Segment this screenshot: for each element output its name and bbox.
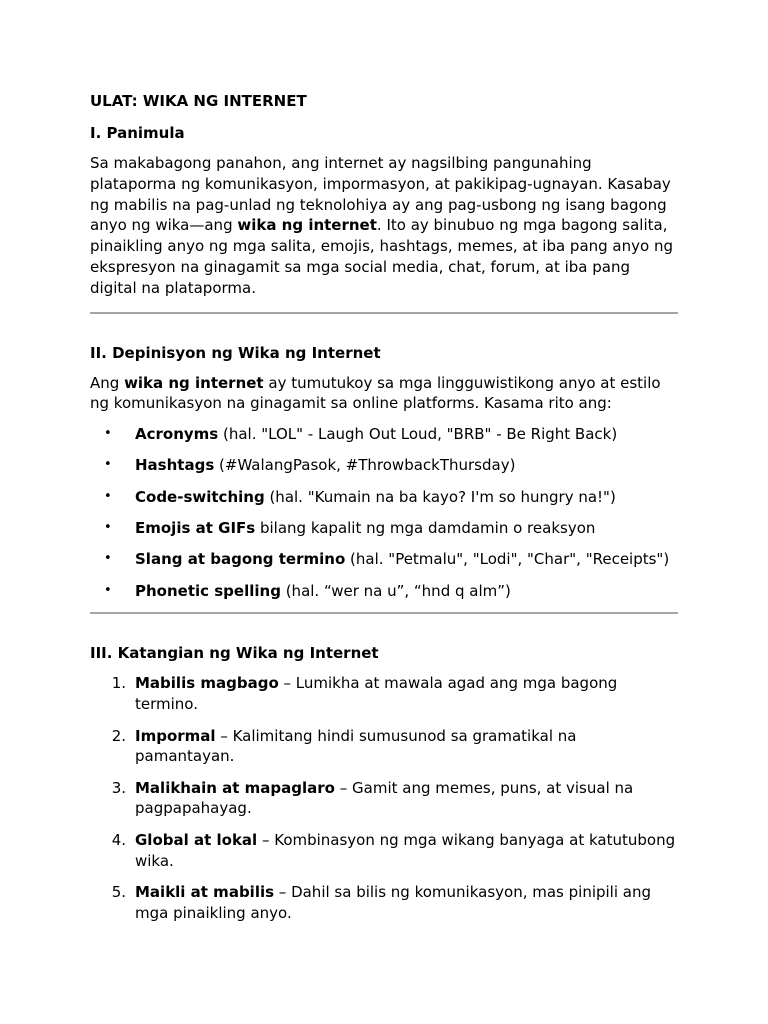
- panimula-text-after: . Ito ay binubuo ng mga bagong salita, pinaikling anyo ng mga salita, emojis, hashtags, memes, at iba pang anyo ng ekspresyon na ginagamit sa mga social media, chat, forum, at iba pang digital na plataporma.: [90, 216, 673, 297]
- numbered-list: [90, 673, 678, 923]
- bullet-term: Code-switching: [135, 487, 265, 506]
- item-number: 5.: [111, 882, 126, 901]
- bullet-item: [90, 581, 678, 602]
- bullet-marker: •: [104, 488, 112, 504]
- bullet-description: (hal. “wer na u”, “hnd q alm”): [280, 581, 511, 600]
- depinisyon-text-before: Ang: [90, 373, 125, 392]
- characteristic-term: Maikli at mabilis: [135, 882, 275, 901]
- characteristic-description: – Kalimitang hindi sumusunod sa gramatikal na pamantayan.: [135, 726, 577, 766]
- section-divider: [90, 612, 678, 614]
- bullet-description: (#WalangPasok, #ThrowbackThursday): [214, 456, 516, 475]
- characteristic-term: Global at lokal: [135, 830, 258, 849]
- bullet-marker: •: [104, 551, 112, 567]
- bullet-description: (hal. "Petmalu", "Lodi", "Char", "Receipts"): [345, 550, 670, 569]
- characteristic-term: Impormal: [135, 726, 216, 745]
- document-title: ULAT: WIKA NG INTERNET: [90, 92, 307, 110]
- bullet-marker: •: [104, 457, 112, 473]
- bullet-item: [90, 424, 678, 445]
- panimula-paragraph: [90, 153, 678, 299]
- numbered-item: [90, 778, 678, 820]
- bullet-item: [90, 455, 678, 476]
- item-number: 4.: [111, 830, 126, 849]
- bullet-description: bilang kapalit ng mga damdamin o reaksyon: [255, 519, 596, 538]
- bullet-item: [90, 518, 678, 539]
- bullet-marker: •: [104, 426, 112, 442]
- numbered-item: [90, 673, 678, 715]
- bullet-list: [90, 424, 678, 601]
- characteristic-description: – Lumikha at mawala agad ang mga bagong termino.: [135, 674, 618, 714]
- section-heading-depinisyon: II. Depinisyon ng Wika ng Internet: [90, 343, 381, 362]
- bullet-term: Phonetic spelling: [135, 581, 281, 600]
- section-divider: [90, 312, 678, 314]
- bullet-item: [90, 549, 678, 570]
- numbered-item: [90, 830, 678, 872]
- bullet-item: [90, 487, 678, 508]
- panimula-bold-term: wika ng internet: [237, 216, 377, 235]
- bullet-term: Acronyms: [135, 425, 219, 444]
- characteristic-description: – Kombinasyon ng mga wikang banyaga at katutubong wika.: [135, 830, 676, 870]
- bullet-term: Slang at bagong termino: [135, 550, 346, 569]
- characteristic-description: – Dahil sa bilis ng komunikasyon, mas pinipili ang mga pinaikling anyo.: [135, 882, 652, 922]
- bullet-term: Hashtags: [135, 456, 215, 475]
- characteristic-term: Malikhain at mapaglaro: [135, 778, 335, 797]
- bullet-description: (hal. "LOL" - Laugh Out Loud, "BRB" - Be Right Back): [218, 425, 618, 444]
- characteristic-term: Mabilis magbago: [135, 674, 279, 693]
- item-number: 3.: [111, 778, 126, 797]
- depinisyon-text-after: ay tumutukoy sa mga lingguwistikong anyo at estilo ng komunikasyon na ginagamit sa online platforms. Kasama rito ang:: [90, 373, 661, 413]
- section-heading-katangian: III. Katangian ng Wika ng Internet: [90, 644, 379, 663]
- bullet-description: (hal. "Kumain na ba kayo? I'm so hungry na!"): [264, 487, 616, 506]
- section-heading-panimula: I. Panimula: [90, 124, 185, 142]
- document-page: [90, 90, 678, 923]
- panimula-text-before: Sa makabagong panahon, ang internet ay nagsilbing pangunahing plataporma ng komunikasyon, impormasyon, at pakikipag-ugnayan. Kasabay ng mabilis na pag-unlad ng teknolohiya ay ang pag-usbong ng isang bagong anyo ng wika—ang: [90, 154, 671, 235]
- characteristic-description: – Gamit ang memes, puns, at visual na pagpapahayag.: [135, 778, 634, 818]
- item-number: 2.: [111, 726, 126, 745]
- numbered-item: [90, 726, 678, 768]
- bullet-term: Emojis at GIFs: [135, 519, 256, 538]
- numbered-item: [90, 882, 678, 924]
- bullet-marker: •: [104, 520, 112, 536]
- depinisyon-bold-term: wika ng internet: [124, 373, 264, 392]
- item-number: 1.: [111, 674, 126, 693]
- bullet-marker: •: [104, 582, 112, 598]
- depinisyon-paragraph: [90, 373, 678, 415]
